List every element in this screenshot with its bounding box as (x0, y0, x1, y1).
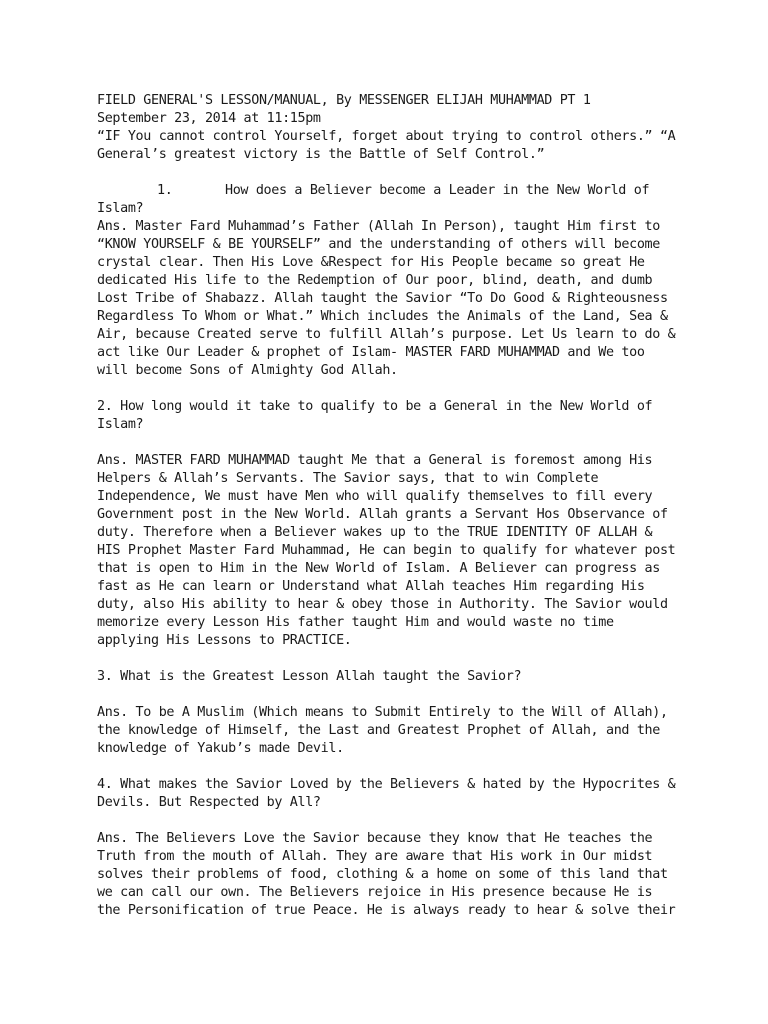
question-number: 1. (157, 183, 173, 198)
answer-line: crystal clear. Then His Love &Respect for His People became so great He (97, 255, 645, 270)
answer-line: duty. Therefore when a Believer wakes up to the TRUE IDENTITY OF ALLAH & (97, 525, 653, 540)
answer-line: that is open to Him in the New World of Islam. A Believer can progress as (97, 561, 660, 576)
answer-line: knowledge of Yakub’s made Devil. (97, 741, 344, 756)
paragraph-gap (97, 380, 677, 398)
answer-line: Government post in the New World. Allah grants a Servant Hos Observance of (97, 507, 668, 522)
document-date: September 23, 2014 at 11:15pm (97, 111, 321, 126)
answer-line: Helpers & Allah’s Servants. The Savior says, that to win Complete (97, 471, 599, 486)
answer-line: Ans. MASTER FARD MUHAMMAD taught Me that a General is foremost among His (97, 453, 653, 468)
paragraph-gap (97, 758, 677, 776)
answer-line: Regardless To Whom or What.” Which includes the Animals of the Land, Sea & (97, 309, 668, 324)
answer-line: the knowledge of Himself, the Last and Greatest Prophet of Allah, and the (97, 723, 660, 738)
opening-quote-line: “IF You cannot control Yourself, forget about trying to control others.” “A (97, 129, 676, 144)
answer-line: Ans. Master Fard Muhammad’s Father (Allah In Person), taught Him first to (97, 219, 660, 234)
answer-line: fast as He can learn or Understand what Allah teaches Him regarding His (97, 579, 645, 594)
opening-quote-line: General’s greatest victory is the Battle of Self Control.” (97, 147, 545, 162)
document-title: FIELD GENERAL'S LESSON/MANUAL, By MESSENGER ELIJAH MUHAMMAD PT 1 (97, 93, 591, 108)
answer-line: memorize every Lesson His father taught Him and would waste no time (97, 615, 614, 630)
question-4-continued: Devils. But Respected by All? (97, 795, 321, 810)
answer-line: dedicated His life to the Redemption of Our poor, blind, death, and dumb (97, 273, 653, 288)
answer-line: Lost Tribe of Shabazz. Allah taught the Savior “To Do Good & Righteousness (97, 291, 668, 306)
answer-line: we can call our own. The Believers rejoice in His presence because He is (97, 885, 653, 900)
paragraph-gap (97, 686, 677, 704)
document-body (97, 92, 677, 920)
paragraph-gap (97, 650, 677, 668)
answer-line: Truth from the mouth of Allah. They are aware that His work in Our midst (97, 849, 653, 864)
answer-line: Ans. The Believers Love the Savior because they know that He teaches the (97, 831, 653, 846)
answer-line: “KNOW YOURSELF & BE YOURSELF” and the understanding of others will become (97, 237, 660, 252)
answer-line: will become Sons of Almighty God Allah. (97, 363, 398, 378)
paragraph-gap (97, 812, 677, 830)
question-text: How does a Believer become a Leader in the New World of (225, 183, 650, 198)
question-2-continued: Islam? (97, 417, 144, 432)
question-3: 3. What is the Greatest Lesson Allah taught the Savior? (97, 669, 522, 684)
answer-line: act like Our Leader & prophet of Islam- MASTER FARD MUHAMMAD and We too (97, 345, 645, 360)
question-1 (97, 182, 677, 200)
answer-line: Air, because Created serve to fulfill Allah’s purpose. Let Us learn to do & (97, 327, 676, 342)
paragraph-gap (97, 164, 677, 182)
paragraph-gap (97, 434, 677, 452)
answer-line: HIS Prophet Master Fard Muhammad, He can begin to qualify for whatever post (97, 543, 676, 558)
answer-line: solves their problems of food, clothing & a home on some of this land that (97, 867, 668, 882)
question-1-continued: Islam? (97, 201, 144, 216)
answer-line: the Personification of true Peace. He is always ready to hear & solve their (97, 903, 676, 918)
question-4: 4. What makes the Savior Loved by the Believers & hated by the Hypocrites & (97, 777, 676, 792)
answer-line: duty, also His ability to hear & obey those in Authority. The Savior would (97, 597, 668, 612)
answer-line: applying His Lessons to PRACTICE. (97, 633, 352, 648)
question-2: 2. How long would it take to qualify to be a General in the New World of (97, 399, 653, 414)
answer-line: Independence, We must have Men who will qualify themselves to fill every (97, 489, 653, 504)
answer-line: Ans. To be A Muslim (Which means to Submit Entirely to the Will of Allah), (97, 705, 668, 720)
